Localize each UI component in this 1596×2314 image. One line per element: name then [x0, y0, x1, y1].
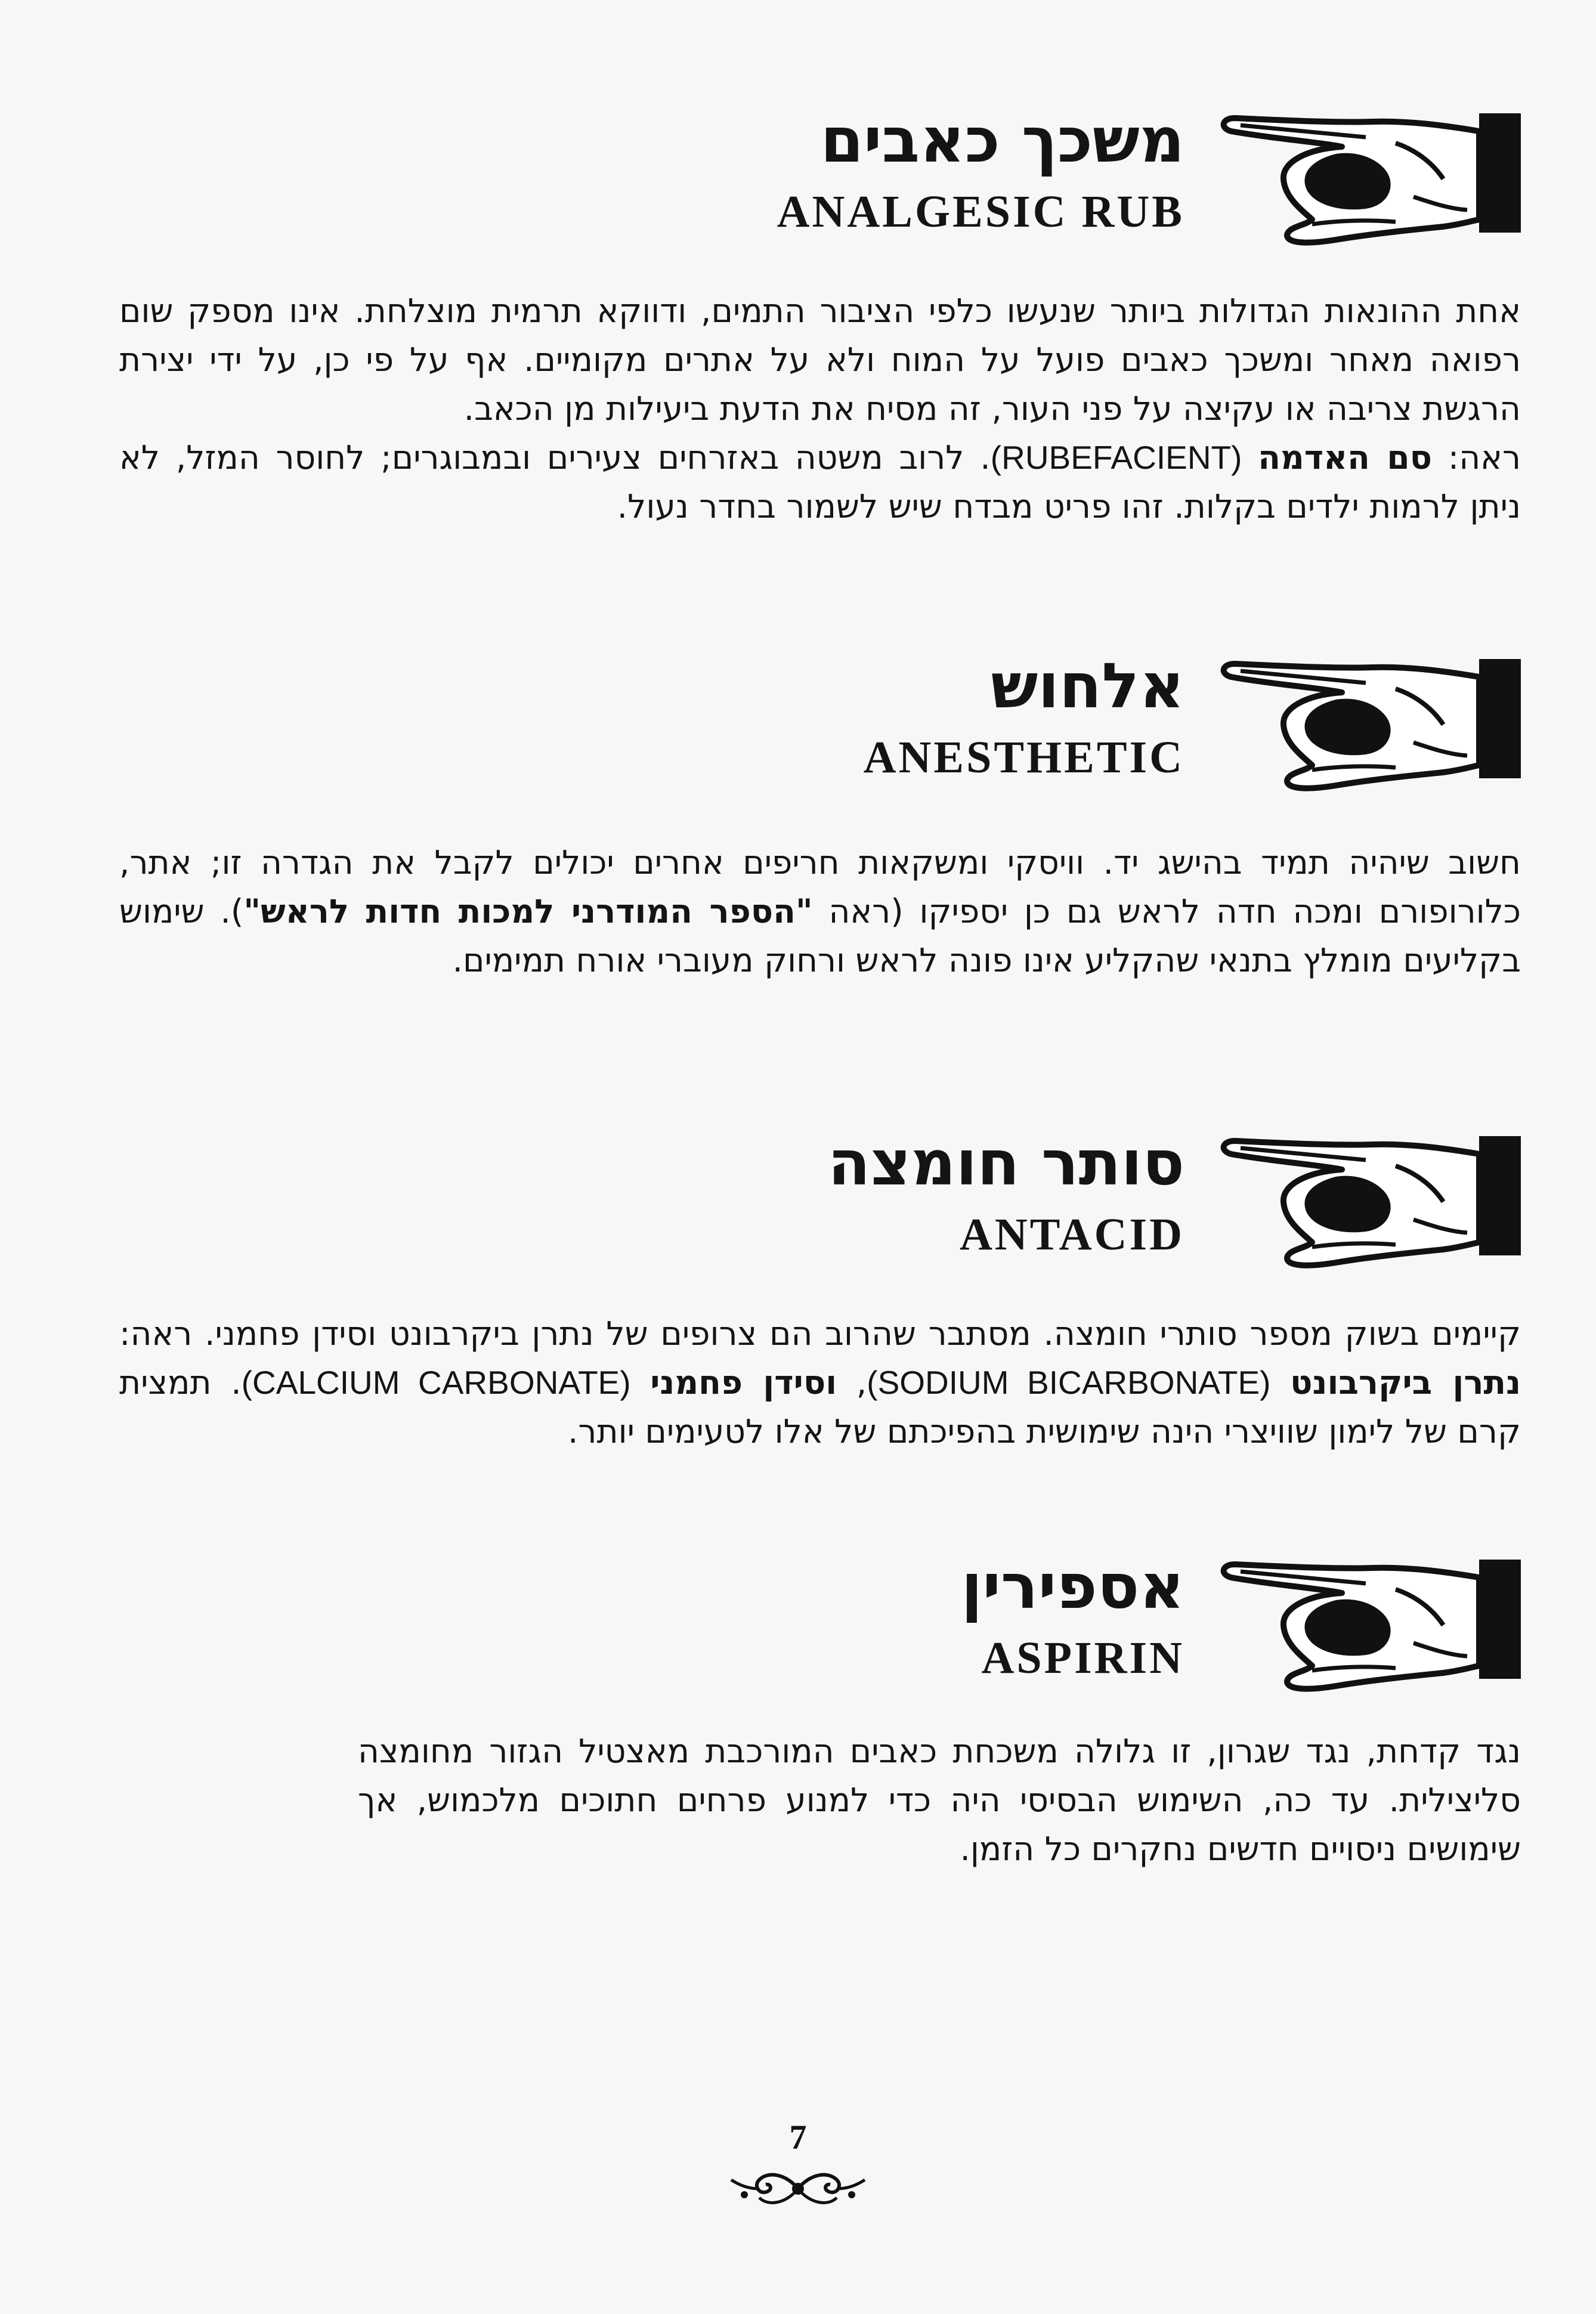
see-prefix: ראה:	[1432, 438, 1521, 477]
entry-hebrew-title: משכך כאבים	[820, 104, 1184, 177]
pointing-hand-icon	[1217, 653, 1527, 796]
entry-english-title: ANTACID	[959, 1209, 1184, 1260]
paragraph-text: ). שימוש בקליעים מומלץ בתנאי שהקליע אינו פונה לראש ורחוק מעוברי אורח תמימים.	[119, 892, 1521, 979]
flourish-ornament-icon	[726, 2162, 870, 2216]
paragraph-text: קיימים בשוק מספר סותרי חומצה. מסתבר שהרוב הם צרופים של נתרן ביקרבונט וסידן פחמני. ראה:	[119, 1314, 1521, 1353]
cross-reference: נתרן ביקרבונט	[1290, 1363, 1521, 1402]
entry-paragraph: אחת ההונאות הגדולות ביותר שנעשו כלפי הציבור התמים, ודווקא תרמית מוצלחת. אינו מספק שום רפואה מאחר ומשכך כאבים פועל על המוח ולא על אתרים מקומיים. אף על פי כן, על ידי יצירת הרגשת צריבה או עקיצה על פני העור, זה מסיח את הדעת ביעילות מן הכאב.	[119, 292, 1521, 428]
entry-body	[119, 838, 1521, 985]
entry-body	[358, 1727, 1521, 1873]
page-number: 7	[789, 2118, 807, 2157]
pointing-hand-icon	[1217, 107, 1527, 250]
entry-english-title: ANALGESIC RUB	[777, 187, 1184, 237]
entry-body	[119, 286, 1521, 531]
latin-term: (SODIUM BICARBONATE)	[867, 1364, 1271, 1401]
entry-english-title: ANESTHETIC	[863, 732, 1184, 782]
separator: ,	[837, 1363, 867, 1402]
entry-paragraph: נגד קדחת, נגד שגרון, זו גלולה משכחת כאבים המורכבת מאצטיל הגזור מחומצה סליצילית. עד כה, השימוש הבסיסי היה כדי למנוע פרחים חתוכים מלכמוש, אך שימושים ניסויים חדשים נחקרים כל הזמן.	[358, 1732, 1521, 1868]
entry-paragraph	[119, 433, 1521, 531]
entry-hebrew-title: אספירין	[961, 1550, 1184, 1623]
paragraph-text: . תמצית קרם של לימון שוויצרי הינה שימושית בהפיכתם של אלו לטעימים יותר.	[119, 1363, 1521, 1450]
latin-term: (CALCIUM CARBONATE)	[241, 1364, 631, 1401]
cross-reference: וסידן פחמני	[650, 1363, 837, 1402]
paragraph-text: . לרוב משטה באזרחים צעירים ובמבוגרים; לחוסר המזל, לא ניתן לרמות ילדים בקלות. זהו פריט מבדח שיש לשמור בחדר נעול.	[119, 438, 1521, 525]
entry-english-title: ASPIRIN	[981, 1633, 1184, 1683]
pointing-hand-icon	[1217, 1554, 1527, 1697]
entry-paragraph	[119, 838, 1521, 985]
entry-hebrew-title: סותר חומצה	[828, 1127, 1184, 1199]
entry-paragraph	[119, 1309, 1521, 1456]
cross-reference: סם האדמה	[1258, 438, 1432, 477]
latin-term: (RUBEFACIENT)	[990, 439, 1242, 476]
pointing-hand-icon	[1217, 1130, 1527, 1273]
paragraph-text: חשוב שיהיה תמיד בהישג יד. וויסקי ומשקאות חריפים אחרים יכולים לקבל את הגדרה זו; אתר, כלורופורם ומכה חדה לראש גם כן יספיקו (ראה	[119, 843, 1521, 930]
entry-hebrew-title: אלחוש	[991, 649, 1184, 722]
entry-body	[119, 1309, 1521, 1456]
book-title-reference: "הספר המודרני למכות חדות לראש"	[243, 892, 813, 930]
